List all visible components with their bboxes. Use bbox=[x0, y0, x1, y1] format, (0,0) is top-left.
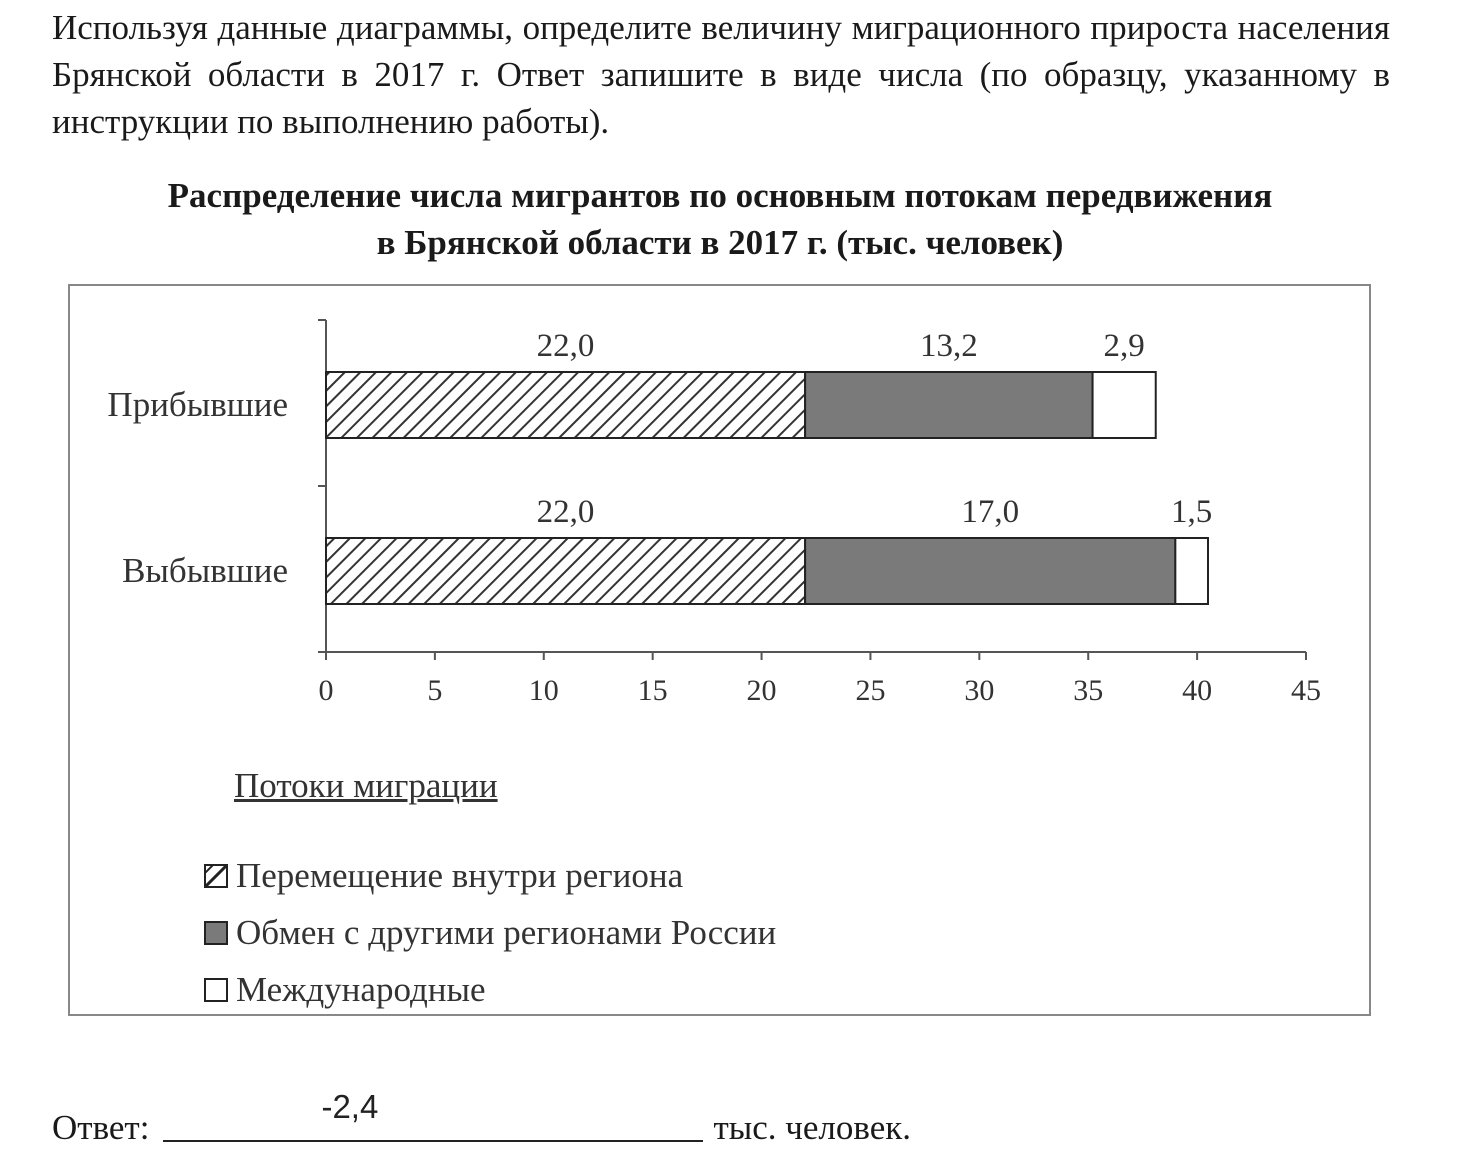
bar-segment bbox=[805, 372, 1092, 438]
data-label: 1,5 bbox=[1171, 494, 1213, 530]
data-label: 2,9 bbox=[1103, 328, 1145, 364]
legend-label: Перемещение внутри региона bbox=[236, 856, 684, 895]
data-label: 17,0 bbox=[961, 494, 1020, 530]
x-tick-label: 45 bbox=[1291, 674, 1321, 707]
category-label: Выбывшие bbox=[122, 551, 288, 590]
answer-value: -2,4 bbox=[321, 1088, 379, 1125]
x-tick-label: 30 bbox=[964, 674, 995, 707]
x-tick-label: 25 bbox=[855, 674, 886, 707]
x-tick-label: 15 bbox=[637, 674, 668, 707]
x-tick-label: 0 bbox=[318, 674, 334, 707]
x-tick-label: 35 bbox=[1073, 674, 1104, 707]
legend-swatch-white bbox=[204, 978, 228, 1002]
legend-swatch-gray bbox=[204, 921, 228, 945]
data-label: 22,0 bbox=[536, 328, 595, 364]
x-tick-label: 40 bbox=[1182, 674, 1213, 707]
x-tick-label: 20 bbox=[746, 674, 777, 707]
answer-row bbox=[52, 1088, 1052, 1148]
legend-item-international bbox=[204, 970, 486, 1010]
x-tick-label: 10 bbox=[528, 674, 559, 707]
bar-segment bbox=[805, 538, 1175, 604]
legend-item-intraregional bbox=[204, 856, 683, 896]
answer-unit: тыс. человек. bbox=[713, 1108, 912, 1147]
legend-label: Международные bbox=[236, 970, 486, 1009]
data-label: 13,2 bbox=[919, 328, 978, 364]
legend-label: Обмен с другими регионами России bbox=[236, 913, 777, 952]
category-label: Прибывшие bbox=[107, 385, 288, 424]
answer-label: Ответ: bbox=[52, 1108, 150, 1147]
bar-segment bbox=[1175, 538, 1208, 604]
chart-title-line-1: Распределение числа мигрантов по основным потокам передвижения bbox=[167, 176, 1273, 215]
legend-item-interregional bbox=[204, 913, 776, 953]
data-label: 22,0 bbox=[536, 494, 595, 530]
legend-title: Потоки миграции bbox=[234, 766, 498, 805]
x-tick-label: 5 bbox=[427, 674, 443, 707]
question-text: Используя данные диаграммы, определите величину миграционного прироста населения Брянской области в 2017 г. Ответ запишите в виде числа (по образцу, указанному в инструкции по выполнению работы). bbox=[52, 8, 1390, 141]
bar-segment bbox=[326, 372, 805, 438]
answer-field[interactable] bbox=[163, 1088, 703, 1142]
chart-title-line-2: в Брянской области в 2017 г. (тыс. человек) bbox=[376, 223, 1064, 262]
legend-swatch-hatched bbox=[204, 864, 228, 888]
bar-segment bbox=[326, 538, 805, 604]
bar-segment bbox=[1093, 372, 1156, 438]
